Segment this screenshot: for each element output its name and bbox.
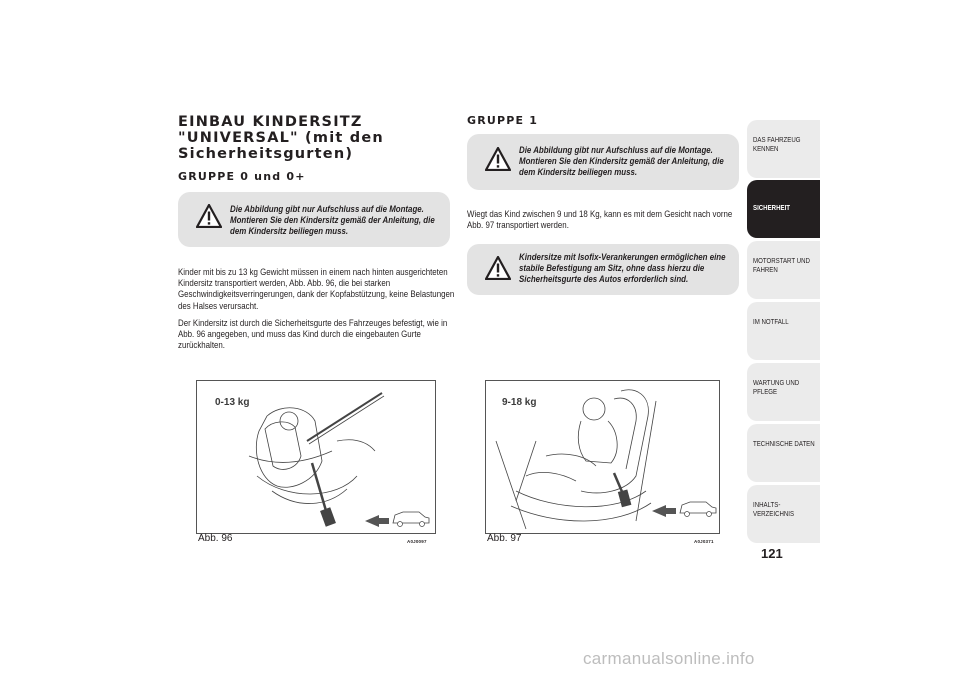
warning-text: Kindersitze mit Isofix-Verankerungen ermöglichen eine stabile Befestigung am Sitz, ohne dass hierzu die Sicherheitsgurte des Autos erforderlich sind. [519,252,726,284]
tab-im-notfall[interactable] [747,302,820,360]
paragraph-1: Kinder mit bis zu 13 kg Gewicht müssen in einem nach hinten ausgerichteten Kindersitz transportiert werden, Abb. Abb. 96, die bei starken Geschwindigkeitsverringerungen, dank der Kopfabstützung, keine Belastungen des Halses verursacht. [178,267,455,311]
warning-text: Die Abbildung gibt nur Aufschluss auf die Montage. Montieren Sie den Kindersitz gemäß der Anleitung, die dem Kindersitz beiliegen muss. [230,204,435,236]
warning-triangle-icon [485,256,511,280]
tab-sicherheit[interactable] [747,180,820,238]
warning-triangle-icon [485,147,511,171]
paragraph-2: Der Kindersitz ist durch die Sicherheitsgurte des Fahrzeuges befestigt, wie in Abb. 96 angegeben, und muss das Kind durch die eingebauten Gurte zurückhalten. [178,318,448,351]
watermark: carmanualsonline.info [583,649,755,668]
warning-box-right-1 [467,134,739,190]
warning-text: Die Abbildung gibt nur Aufschluss auf die Montage. Montieren Sie den Kindersitz gemäß der Anleitung, die dem Kindersitz beiliegen muss. [519,145,724,177]
warning-box-left [178,192,450,247]
figure-96 [196,380,436,534]
car-direction-icon [652,502,716,517]
figure-weight-label: 0-13 kg [215,397,250,408]
section-title: EINBAU KINDERSITZ "UNIVERSAL" (mit den Sicherheitsgurten) [178,114,384,162]
tab-technische-daten[interactable] [747,424,820,482]
figure-96-code: A0J0097 [407,539,427,544]
group-0-heading: GRUPPE 0 und 0+ [178,170,306,183]
paragraph-group-1: Wiegt das Kind zwischen 9 und 18 Kg, kann es mit dem Gesicht nach vorne Abb. 97 transportiert werden. [467,209,733,231]
figure-97-caption: Abb. 97 [487,533,522,544]
tab-label: TECHNISCHE DATEN [753,439,815,448]
tab-label: SICHERHEIT [753,203,791,212]
figure-97 [485,380,720,534]
warning-triangle-icon [196,204,222,228]
warning-box-right-2 [467,244,739,295]
figure-96-caption: Abb. 96 [198,533,233,544]
group-1-heading: GRUPPE 1 [467,114,539,127]
tab-inhaltsverzeichnis[interactable] [747,485,820,543]
tab-label: MOTORSTART UND FAHREN [753,256,810,274]
tab-label: INHALTS-VERZEICHNIS [753,500,795,518]
car-direction-icon [365,512,429,527]
tab-label: IM NOTFALL [753,317,789,326]
tab-label: WARTUNG UND PFLEGE [753,378,800,396]
tab-das-fahrzeug-kennen[interactable] [747,120,820,178]
infant-seat-illustration [197,381,435,533]
tab-wartung-und-pflege[interactable] [747,363,820,421]
tab-motorstart-und-fahren[interactable] [747,241,820,299]
child-seat-illustration [486,381,719,533]
figure-weight-label: 9-18 kg [502,397,537,408]
figure-97-code: A0J0371 [694,539,714,544]
tab-label: DAS FAHRZEUG KENNEN [753,135,801,153]
page-number: 121 [761,546,783,561]
